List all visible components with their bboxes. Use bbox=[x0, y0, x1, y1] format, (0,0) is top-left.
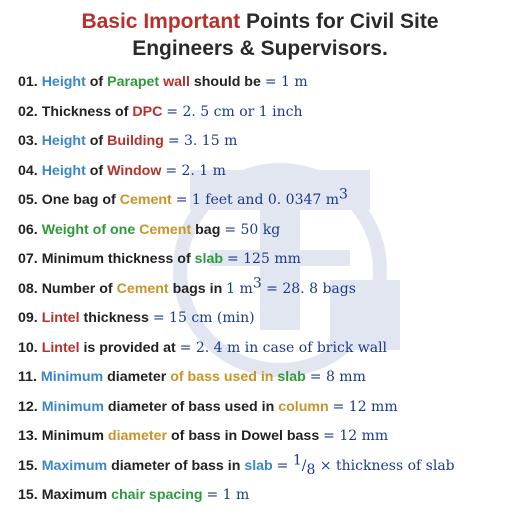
list-item: 06. Weight of one Cement bag = 50 kg bbox=[18, 221, 281, 238]
title-line1-rest: Points for Civil Site bbox=[240, 10, 439, 33]
list-item: 03. Height of Building = 3. 15 m bbox=[18, 133, 238, 149]
list-item: 07. Minimum thickness of slab = 125 mm bbox=[18, 251, 301, 267]
points-list bbox=[18, 68, 518, 511]
list-item: 05. One bag of Cement = 1 feet and 0. 0347 $m^3$ bbox=[18, 186, 348, 208]
list-item: 08. Number of Cement bags in 1 $m^3 = 28$. 8 bags bbox=[18, 274, 356, 297]
list-item: 13. Minimum diameter of bass in Dowel bass = 12 mm bbox=[18, 428, 389, 444]
list-item: 11. Minimum diameter of bass used in slab = 8 mm bbox=[18, 369, 366, 385]
list-item: 12. Minimum diameter of bass used in column = 12 mm bbox=[18, 398, 398, 415]
list-item: 02. Thickness of DPC = 2. 5 cm or 1 inch bbox=[18, 103, 303, 120]
list-item: 10. Lintel is provided at = 2. 4 m in case of brick wall bbox=[18, 339, 388, 356]
page-title bbox=[0, 8, 520, 62]
list-item: 15. Maximum chair spacing = 1 m bbox=[18, 487, 250, 503]
title-highlight: Basic Important bbox=[81, 10, 241, 33]
list-item: 04. Height of Window = 2. 1 m bbox=[18, 162, 226, 179]
list-item: 09. Lintel thickness = 15 cm (min) bbox=[18, 310, 255, 326]
list-item: 01. Height of Parapet wall should be = 1 m bbox=[18, 74, 308, 90]
list-item: 15. Maximum diameter of bass in slab = $^1/_8$ × thickness of slab bbox=[18, 451, 455, 478]
title-line2: Engineers & Supervisors. bbox=[132, 37, 388, 60]
